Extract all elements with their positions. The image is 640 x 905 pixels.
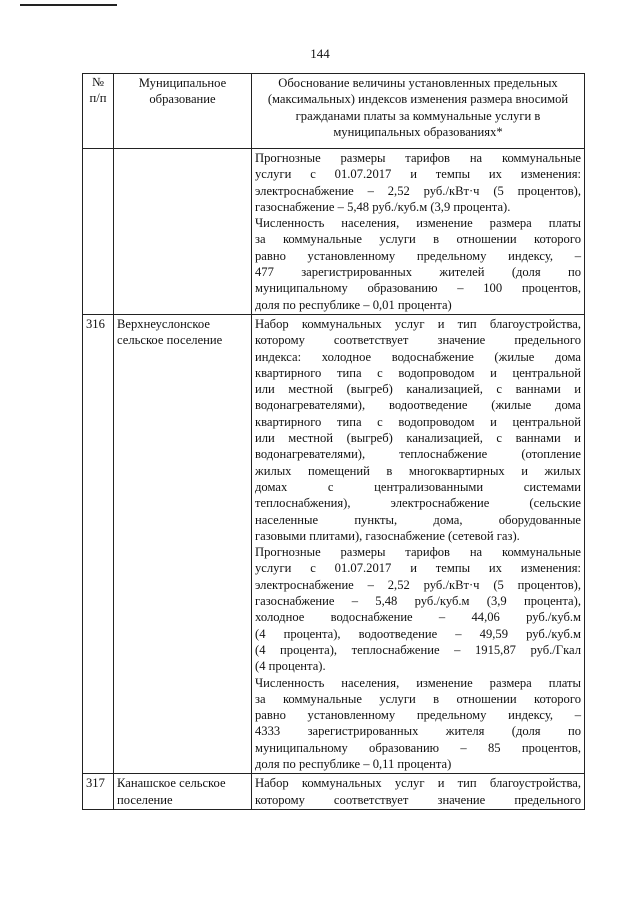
table-header-row [83, 74, 585, 149]
top-rule [20, 4, 117, 6]
justification-line: населенные пункты, дома, оборудованные [255, 512, 581, 527]
justification-line: газоснабжение – 5,48 руб./куб.м (3,9 процента), [255, 594, 581, 609]
justification-line: за коммунальные услуги в отношении которого [255, 691, 581, 706]
justification-line: Численность населения, изменение размера платы [255, 216, 581, 231]
justification-line: квартирного типа с водопроводом и центральной [255, 365, 581, 380]
row-number: 316 [83, 314, 114, 773]
justification-line: 477 зарегистрированных жителей (доля по [255, 265, 581, 280]
justification-line: квартирного типа с водопроводом и центральной [255, 414, 581, 429]
justification-line: индекса: холодное водоснабжение (жилые дома [255, 349, 581, 364]
justification-line: 4333 зарегистрированных жителя (доля по [255, 724, 581, 739]
justification-line: Набор коммунальных услуг и тип благоустройства, [255, 316, 581, 331]
justification-line: (4 процента). [255, 659, 326, 674]
header-number: № п/п [83, 74, 114, 149]
header-municipality: Муниципальное образование [114, 74, 252, 149]
justification-line: услуги с 01.07.2017 и темпы их изменения: [255, 561, 581, 576]
row-justification [252, 314, 585, 773]
justification-line: или местной (выгреб) канализацией, с ваннами и [255, 431, 581, 446]
justification-line: (4 процента), водоотведение – 49,59 руб./куб.м [255, 626, 581, 641]
justification-line: равно установленному предельному индексу, – [255, 248, 581, 263]
justification-line: газоснабжение – 5,48 руб./куб.м (3,9 процента). [255, 199, 511, 214]
justification-line: или местной (выгреб) канализацией, с ваннами и [255, 382, 581, 397]
header-justification: Обоснование величины установленных предельных (максимальных) индексов изменения размера вносимой гражданами платы за коммунальные услуги в муниципальных образованиях* [252, 74, 585, 149]
justification-line: электроснабжение – 2,52 руб./кВт·ч (5 процентов), [255, 577, 581, 592]
justification-line: которому соответствует значение предельного [255, 792, 581, 807]
justification-line: холодное водоснабжение – 44,06 руб./куб.м [255, 610, 581, 625]
table-row [83, 774, 585, 810]
justification-line: жилых помещений в многоквартирных и жилых [255, 463, 581, 478]
justification-line: газовыми плитами), газоснабжение (сетевой газ). [255, 528, 520, 543]
justification-line: Прогнозные размеры тарифов на коммунальные [255, 545, 581, 560]
row-number [83, 149, 114, 315]
justification-line: услуги с 01.07.2017 и темпы их изменения: [255, 167, 581, 182]
justification-line: домах с централизованными системами [255, 479, 581, 494]
table-row [83, 314, 585, 773]
row-number: 317 [83, 774, 114, 810]
row-justification [252, 774, 585, 810]
justification-line: водонагревателями), водоотведение (жилые дома [255, 398, 581, 413]
justification-line: электроснабжение – 2,52 руб./кВт·ч (5 процентов), [255, 183, 581, 198]
justification-line: за коммунальные услуги в отношении которого [255, 232, 581, 247]
justification-line: Набор коммунальных услуг и тип благоустройства, [255, 776, 581, 791]
row-municipality [114, 149, 252, 315]
justification-line: (4 процента), теплоснабжение – 1915,87 руб./Гкал [255, 642, 581, 657]
justification-line: теплоснабжения), электроснабжение (сельские [255, 496, 581, 511]
justification-line: доля по республике – 0,01 процента) [255, 297, 452, 312]
tariff-table [82, 73, 585, 810]
row-justification [252, 149, 585, 315]
justification-line: которому соответствует значение предельного [255, 333, 581, 348]
table-row [83, 149, 585, 315]
justification-line: равно установленному предельному индексу, – [255, 708, 581, 723]
row-municipality: Канашское сельское поселение [114, 774, 252, 810]
justification-line: водонагревателями), теплоснабжение (отопление [255, 447, 581, 462]
justification-line: Численность населения, изменение размера платы [255, 675, 581, 690]
row-municipality: Верхнеуслонское сельское поселение [114, 314, 252, 773]
page-number: 144 [310, 46, 330, 61]
justification-line: доля по республике – 0,11 процента) [255, 756, 452, 771]
justification-line: муниципальному образованию – 100 процентов, [255, 281, 581, 296]
justification-line: муниципальному образованию – 85 процентов, [255, 740, 581, 755]
justification-line: Прогнозные размеры тарифов на коммунальные [255, 151, 581, 165]
